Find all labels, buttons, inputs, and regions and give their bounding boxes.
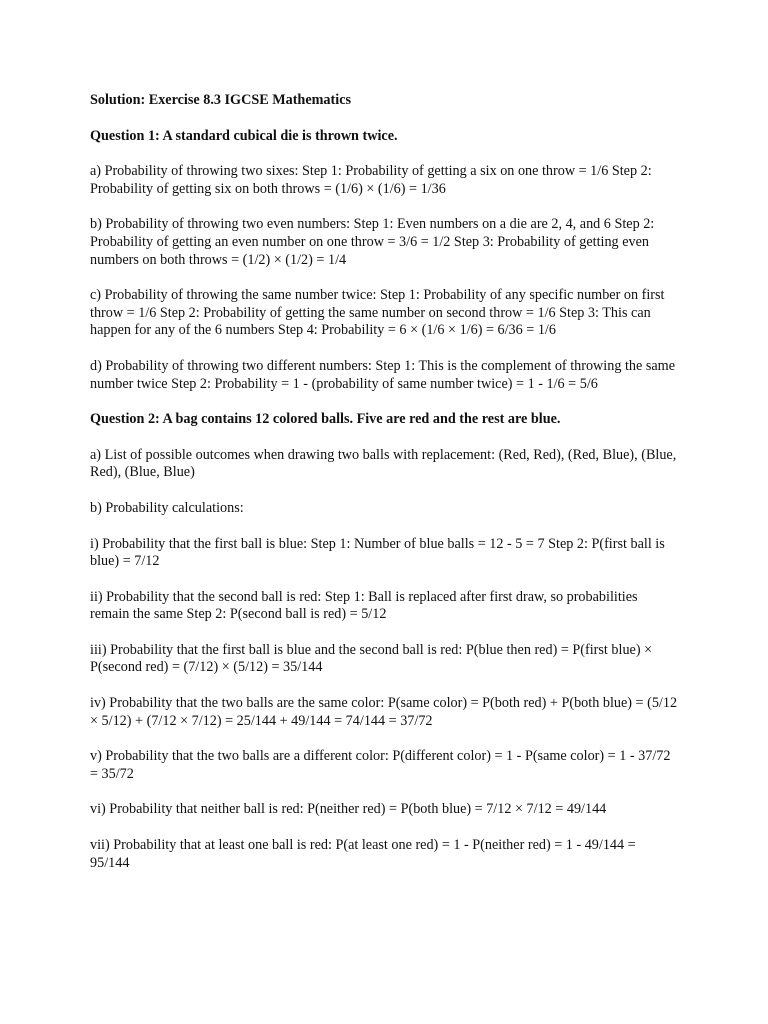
question-1-part-a: a) Probability of throwing two sixes: Step 1: Probability of getting a six on one throw = 1/6 Step 2: Probability of getting six on both throws = (1/6) × (1/6) = 1/36 bbox=[90, 163, 652, 197]
question-2-part-b-iv: iv) Probability that the two balls are the same color: P(same color) = P(both red) + P(both blue) = (5/12 × 5/12) + (7/12 × 7/12) = 25/144 + 49/144 = 74/144 = 37/72 bbox=[90, 695, 678, 729]
document-title: Solution: Exercise 8.3 IGCSE Mathematics bbox=[90, 92, 352, 108]
question-2-part-b-vi: vi) Probability that neither ball is red: P(neither red) = P(both blue) = 7/12 × 7/12 = 49/144 bbox=[90, 801, 607, 818]
question-1-part-b: b) Probability of throwing two even numbers: Step 1: Even numbers on a die are 2, 4, and 6 Step 2: Probability of getting an even number on one throw = 3/6 = 1/2 Step 3: Probability of getting even numbers on both throws = (1/2) × (1/2) = 1/4 bbox=[90, 216, 655, 268]
question-2-part-a: a) List of possible outcomes when drawing two balls with replacement: (Red, Red), (Red, Blue), (Blue, Red), (Blue, Blue) bbox=[90, 446, 677, 481]
question-2-part-b: b) Probability calculations: bbox=[90, 499, 244, 516]
question-2-heading: Question 2: A bag contains 12 colored balls. Five are red and the rest are blue. bbox=[90, 411, 561, 428]
question-1-part-d: d) Probability of throwing two different numbers: Step 1: This is the complement of throwing the same number twice Step 2: Probability = 1 - (probability of same number twice) = 1 - 1/6 = 5/6 bbox=[90, 357, 676, 392]
question-2-part-b-iii: iii) Probability that the first ball is blue and the second ball is red: P(blue then red) = P(first blue) × P(second red) = (7/12) × (5/12) = 35/144 bbox=[90, 641, 653, 676]
document-page bbox=[90, 92, 678, 890]
question-1-heading: Question 1: A standard cubical die is thrown twice. bbox=[90, 127, 398, 144]
question-2-part-b-ii: ii) Probability that the second ball is red: Step 1: Ball is replaced after first draw, so probabilities remain the same Step 2: P(second ball is red) = 5/12 bbox=[90, 588, 638, 623]
question-2-part-b-v: v) Probability that the two balls are a different color: P(different color) = 1 - P(same color) = 1 - 37/72 = 35/72 bbox=[90, 748, 671, 782]
question-2-part-b-i: i) Probability that the first ball is blue: Step 1: Number of blue balls = 12 - 5 = 7 Step 2: P(first ball is blue) = 7/12 bbox=[90, 535, 665, 570]
question-1-part-c: c) Probability of throwing the same number twice: Step 1: Probability of any specific number on first throw = 1/6 Step 2: Probability of getting the same number on second throw = 1/6 Step 3: This can happen for any of the 6 numbers Step 4: Probability = 6 × (1/6 × 1/6) = 6/36 = 1/6 bbox=[90, 287, 665, 339]
question-2-part-b-vii: vii) Probability that at least one ball is red: P(at least one red) = 1 - P(neither red) = 1 - 49/144 = 95/144 bbox=[90, 837, 636, 871]
